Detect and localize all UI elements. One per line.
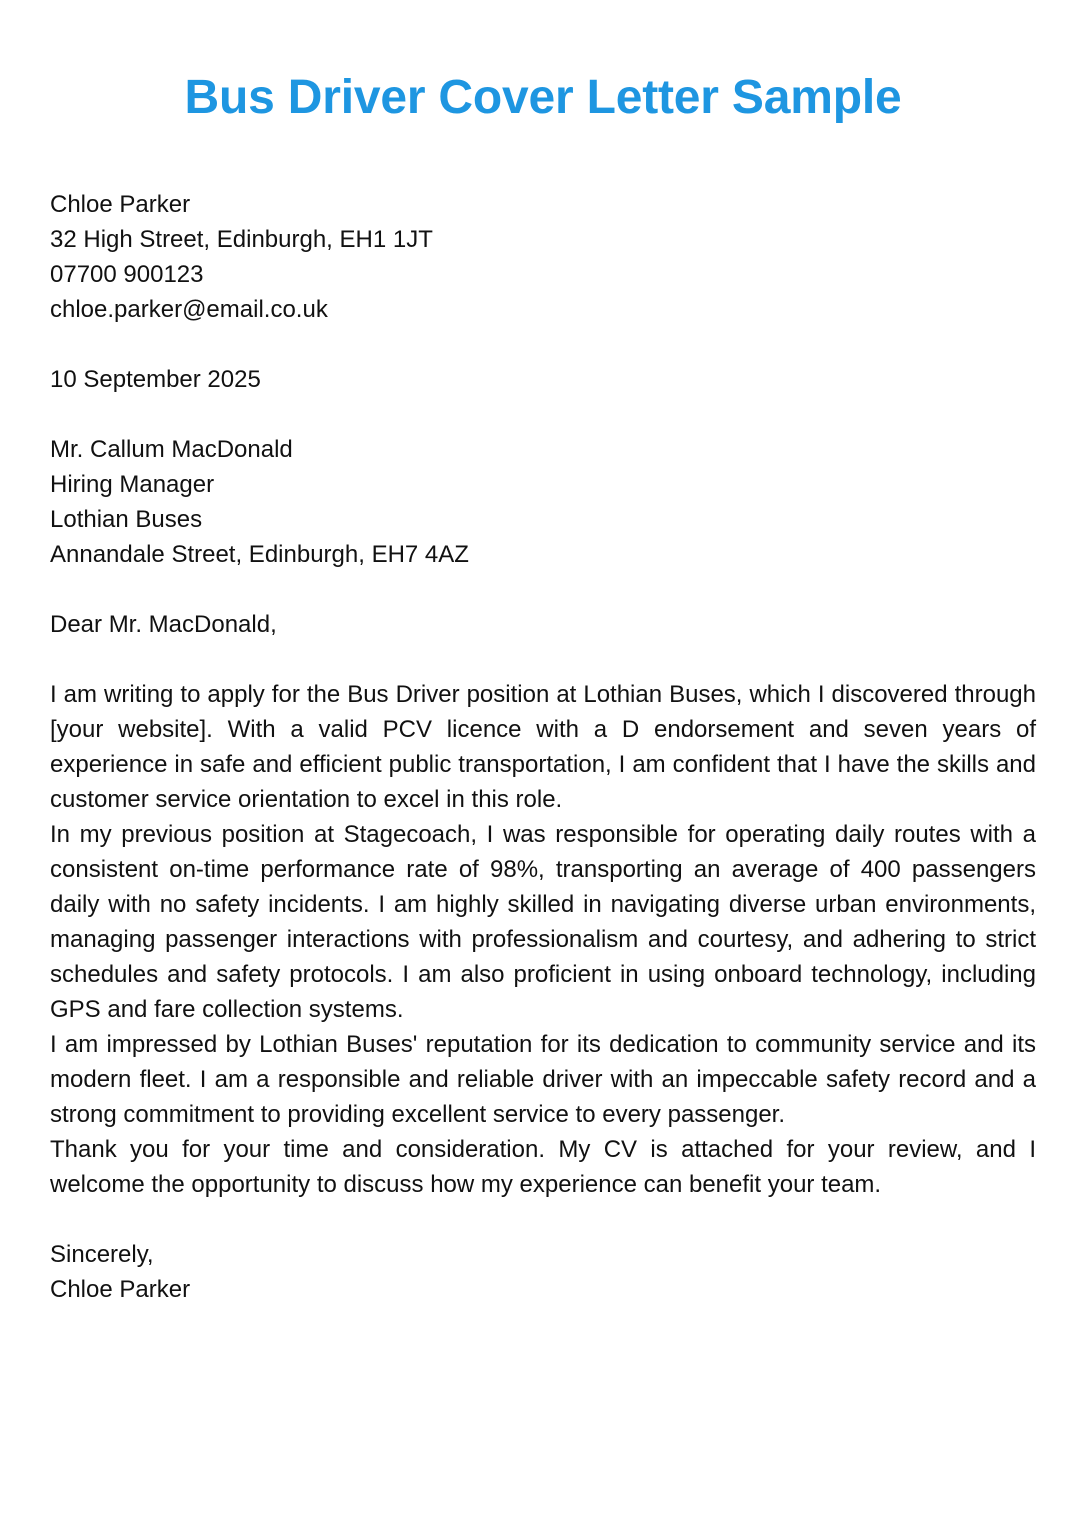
salutation-block [50, 607, 1036, 642]
sender-street-address: 32 High Street, Edinburgh, EH1 1JT [50, 225, 433, 253]
body-paragraph-4: Thank you for your time and consideration. My CV is attached for your review, and I welcome the opportunity to discuss how my experience can benefit your team. [50, 1135, 1036, 1198]
sender-phone: 07700 900123 [50, 260, 204, 288]
body-paragraph-3: I am impressed by Lothian Buses' reputation for its dedication to community service and its modern fleet. I am a responsible and reliable driver with an impeccable safety record and a strong commitment to providing excellent service to every passenger. [50, 1030, 1036, 1128]
signature-name: Chloe Parker [50, 1275, 191, 1303]
page-title: Bus Driver Cover Letter Sample [184, 71, 902, 124]
body-paragraph-2: In my previous position at Stagecoach, I was responsible for operating daily routes with a consistent on-time performance rate of 98%, transporting an average of 400 passengers daily with no safety incidents. I am highly skilled in navigating diverse urban environments, managing passenger interactions with professionalism and courtesy, and adhering to strict schedules and safety protocols. I am also proficient in using onboard technology, including GPS and fare collection systems. [50, 820, 1036, 1023]
recipient-job-title: Hiring Manager [50, 470, 215, 498]
sender-address-block [50, 187, 1036, 327]
letter-body [50, 677, 1036, 1202]
body-paragraph-1: I am writing to apply for the Bus Driver position at Lothian Buses, which I discovered through [your website]. With a valid PCV licence with a D endorsement and seven years of experience in safe and efficient public transportation, I am confident that I have the skills and customer service orientation to excel in this role. [50, 680, 1036, 813]
recipient-address-block [50, 432, 1036, 572]
letter-date-block [50, 362, 1036, 397]
letter-date: 10 September 2025 [50, 365, 261, 393]
recipient-company: Lothian Buses [50, 505, 203, 533]
sender-email: chloe.parker@email.co.uk [50, 295, 328, 323]
valediction: Sincerely, [50, 1240, 154, 1268]
closing-block [50, 1237, 1036, 1307]
recipient-street-address: Annandale Street, Edinburgh, EH7 4AZ [50, 540, 469, 568]
salutation: Dear Mr. MacDonald, [50, 610, 277, 638]
recipient-name: Mr. Callum MacDonald [50, 435, 293, 463]
sender-name: Chloe Parker [50, 190, 191, 218]
